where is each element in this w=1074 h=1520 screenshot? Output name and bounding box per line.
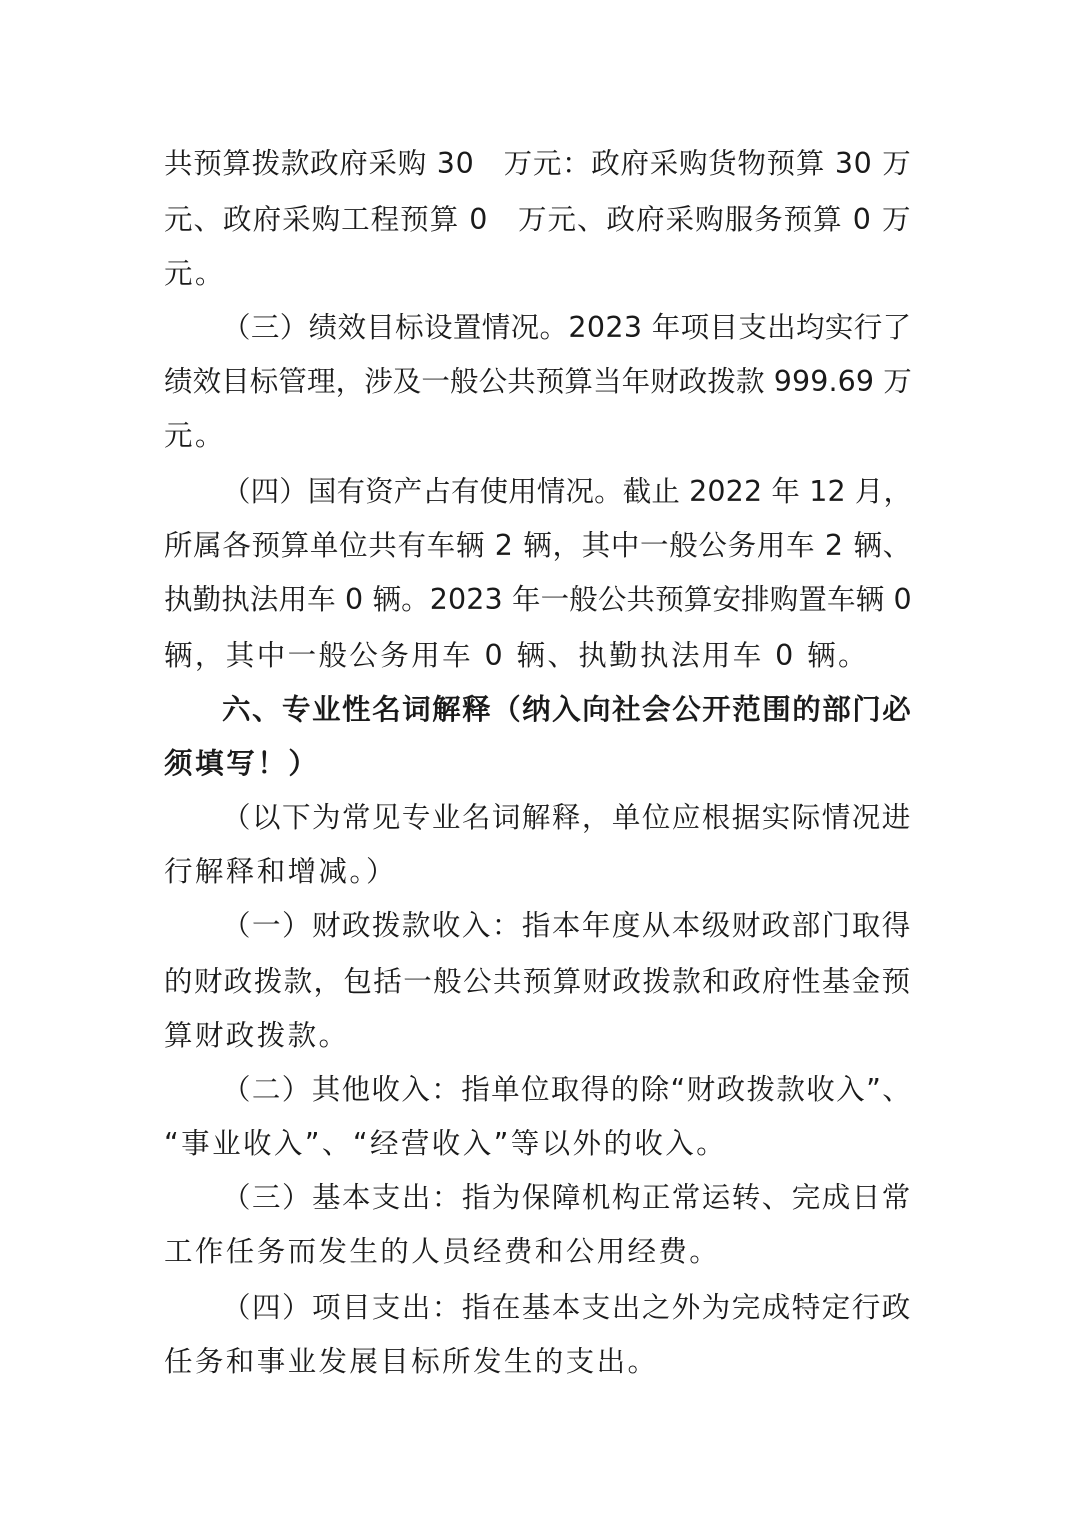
text-line: 算财政拨款。: [164, 1019, 350, 1052]
text-line: （以下为常见专业名词解释，单位应根据实际情况进: [222, 801, 912, 834]
text-line: （三）绩效目标设置情况。2023 年项目支出均实行了: [222, 311, 912, 344]
text-line: 工作任务而发生的人员经费和公用经费。: [164, 1235, 721, 1268]
text-line: 元、政府采购工程预算 0 万元、政府采购服务预算 0 万: [164, 203, 912, 236]
text-line: （四）国有资产占有使用情况。截止 2022 年 12 月，: [222, 475, 913, 508]
section-heading: 六、专业性名词解释（纳入向社会公开范围的部门必: [222, 693, 913, 726]
text-line: 绩效目标管理，涉及一般公共预算当年财政拨款 999.69 万: [164, 365, 912, 398]
text-line: 行解释和增减。）: [164, 855, 397, 888]
text-line: 元。: [164, 257, 226, 290]
text-line: “事业收入”、“经营收入”等以外的收入。: [164, 1127, 728, 1160]
text-line: 执勤执法用车 0 辆。2023 年一般公共预算安排购置车辆 0: [164, 583, 912, 616]
text-line: 辆，其中一般公务用车 0 辆、执勤执法用车 0 辆。: [164, 639, 869, 672]
text-line: （一）财政拨款收入：指本年度从本级财政部门取得: [222, 909, 912, 942]
text-line: 所属各预算单位共有车辆 2 辆，其中一般公务用车 2 辆、: [164, 529, 912, 562]
text-line: （三）基本支出：指为保障机构正常运转、完成日常: [222, 1181, 912, 1214]
section-heading-cont: 须填写！）: [164, 747, 320, 780]
text-line: （二）其他收入：指单位取得的除“财政拨款收入”、: [222, 1073, 913, 1106]
text-line: 的财政拨款，包括一般公共预算财政拨款和政府性基金预: [164, 965, 912, 998]
text-line: 元。: [164, 419, 226, 452]
text-line: （四）项目支出：指在基本支出之外为完成特定行政: [222, 1291, 912, 1324]
text-line: 任务和事业发展目标所发生的支出。: [164, 1345, 659, 1378]
text-line: 共预算拨款政府采购 30 万元：政府采购货物预算 30 万: [164, 147, 912, 180]
